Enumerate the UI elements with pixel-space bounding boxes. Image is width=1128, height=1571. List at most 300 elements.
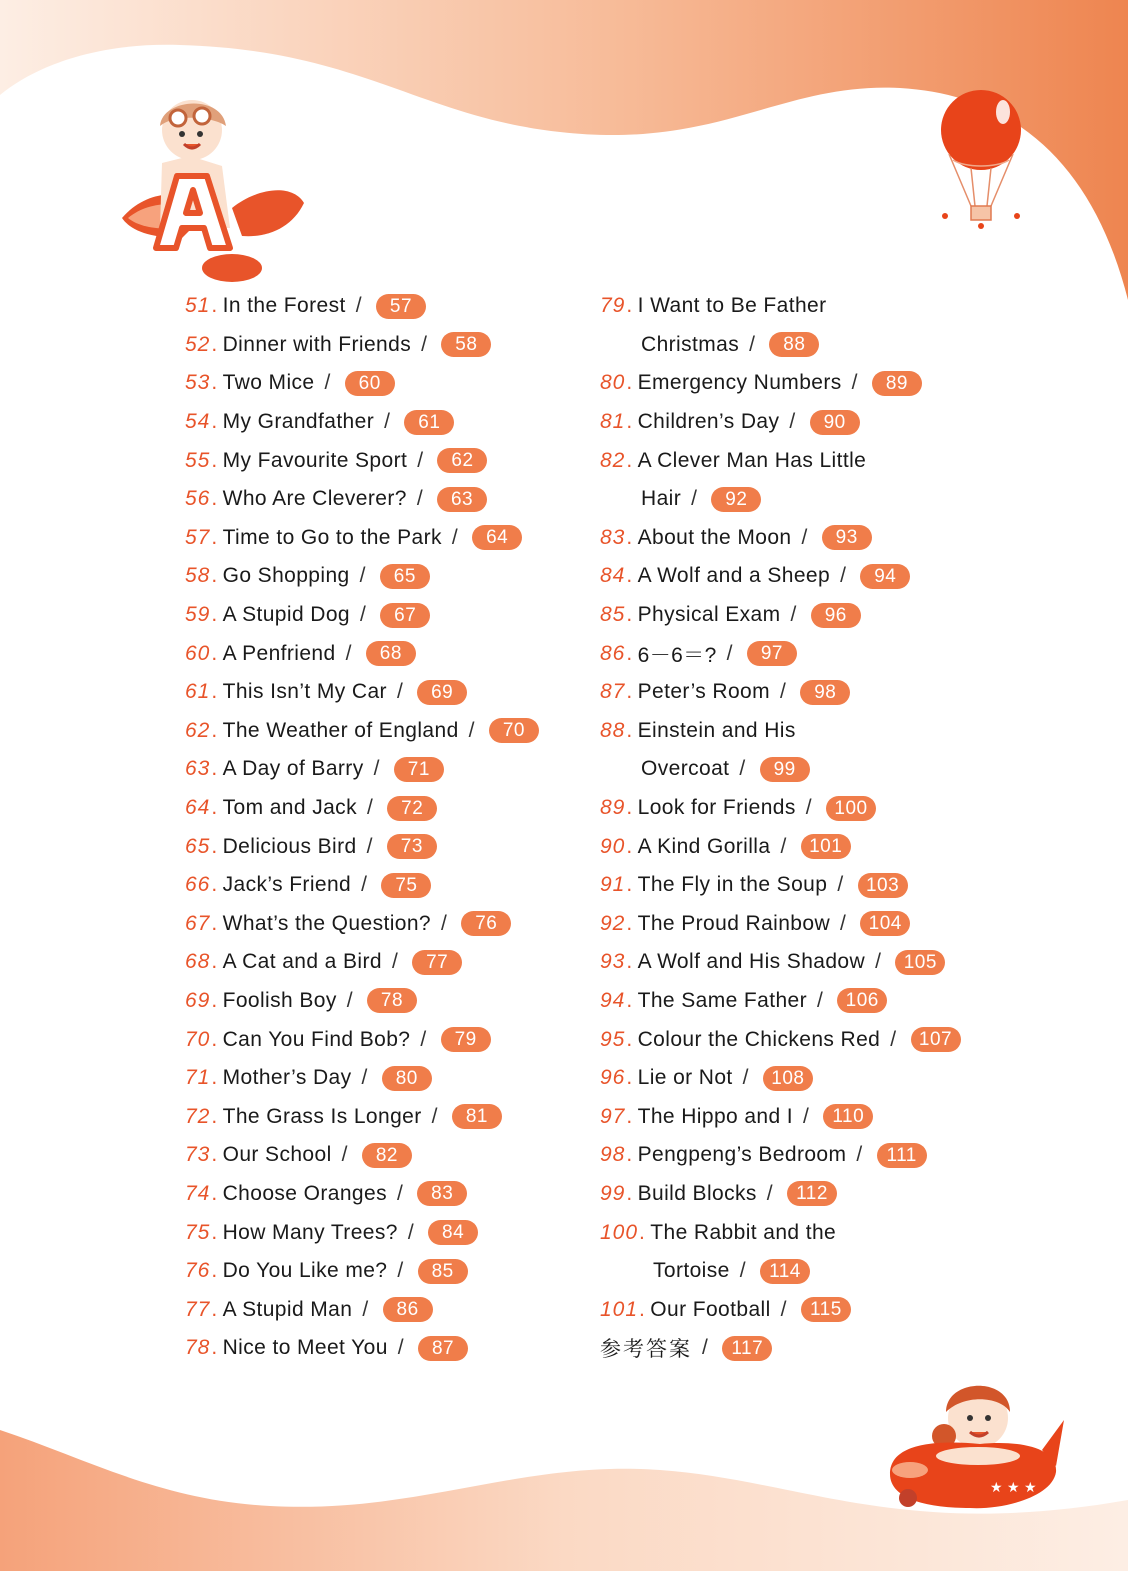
toc-entry-line	[600, 1290, 1020, 1329]
toc-entry-number-dot: .	[626, 950, 633, 974]
toc-separator-slash: /	[346, 988, 353, 1012]
toc-entry-title: The Grass Is Longer	[222, 1104, 422, 1128]
toc-entry-number-dot: .	[211, 796, 218, 820]
pilot-boy-plane-letter-a-illustration	[112, 88, 312, 288]
toc-entry-title: Einstein and His	[637, 718, 796, 742]
toc-entry-line	[185, 982, 580, 1021]
toc-separator-slash: /	[360, 603, 367, 627]
page-number-badge: 101	[801, 834, 851, 859]
toc-separator-slash: /	[840, 911, 847, 935]
toc-separator-slash: /	[817, 988, 824, 1012]
toc-entry-line	[185, 596, 580, 635]
toc-entry-number: 100	[600, 1220, 639, 1244]
page-number-badge: 71	[394, 757, 444, 782]
toc-separator-slash: /	[780, 680, 787, 704]
toc-entry-number: 65	[185, 834, 211, 858]
toc-entry-line	[600, 1097, 1020, 1136]
toc-entry[interactable]	[600, 866, 1020, 905]
page-number-badge: 98	[800, 680, 850, 705]
toc-entry-number: 97	[600, 1104, 626, 1128]
toc-entry[interactable]	[185, 750, 580, 789]
toc-entry[interactable]	[600, 287, 1020, 364]
toc-entry-number-dot: .	[211, 1181, 218, 1205]
toc-separator-slash: /	[421, 332, 428, 356]
toc-entry-number: 91	[600, 873, 626, 897]
toc-entry-title: Hair	[641, 487, 682, 511]
toc-entry[interactable]	[600, 557, 1020, 596]
page-number-badge: 99	[760, 757, 810, 782]
toc-entry-line	[600, 1252, 1020, 1291]
toc-entry-line	[185, 673, 580, 712]
toc-entry-line	[600, 789, 1020, 828]
toc-separator-slash: /	[805, 796, 812, 820]
toc-separator-slash: /	[355, 294, 362, 318]
toc-separator-slash: /	[416, 487, 424, 511]
toc-entry-number: 93	[600, 950, 626, 974]
page-number-badge: 75	[381, 873, 431, 898]
toc-entry-title: A Penfriend	[222, 641, 336, 665]
toc-entry-line	[600, 596, 1020, 635]
page-number-badge: 77	[412, 950, 462, 975]
toc-entry-title: A Day of Barry	[222, 757, 364, 781]
toc-entry[interactable]	[600, 364, 1020, 403]
toc-entry-line	[600, 1136, 1020, 1175]
toc-entry[interactable]	[600, 943, 1020, 982]
toc-entry[interactable]	[600, 634, 1020, 673]
toc-entry-number: 54	[185, 410, 211, 434]
toc-entry-title: A Stupid Man	[222, 1297, 353, 1321]
page-number-badge: 62	[437, 448, 487, 473]
toc-entry[interactable]	[185, 943, 580, 982]
toc-entry[interactable]	[600, 789, 1020, 828]
toc-entry-number-dot: .	[211, 410, 218, 434]
toc-separator-slash: /	[726, 641, 733, 665]
toc-entry-number: 95	[600, 1027, 626, 1051]
toc-entry-number: 70	[185, 1027, 211, 1051]
toc-separator-slash: /	[790, 603, 797, 627]
toc-entry-number-dot: .	[639, 1297, 646, 1321]
toc-separator-slash: /	[739, 1259, 746, 1283]
toc-separator-slash: /	[384, 410, 391, 434]
toc-entry[interactable]	[185, 326, 580, 365]
toc-entry-title: A Stupid Dog	[222, 603, 350, 627]
toc-entry-number-dot: .	[626, 796, 633, 820]
toc-entry-title: The Same Father	[637, 988, 808, 1012]
toc-entry-line	[185, 905, 580, 944]
toc-entry-number-dot: .	[211, 718, 218, 742]
toc-entry[interactable]	[185, 1213, 580, 1252]
toc-entry[interactable]	[185, 287, 580, 326]
toc-entry-line	[600, 866, 1020, 905]
toc-entry-number-dot: .	[211, 911, 218, 935]
page-number-badge: 88	[769, 332, 819, 357]
toc-entry-title: Build Blocks	[637, 1181, 757, 1205]
toc-entry[interactable]	[185, 1097, 580, 1136]
page-number-badge: 63	[437, 487, 487, 512]
toc-entry-number-dot: .	[626, 603, 633, 627]
toc-entry-title: 6－6＝?	[637, 643, 717, 667]
toc-entry[interactable]	[600, 905, 1020, 944]
toc-entry-line	[600, 326, 1020, 365]
toc-entry-line	[600, 364, 1020, 403]
answers-label: 参考答案	[600, 1338, 692, 1362]
toc-entry[interactable]	[185, 1020, 580, 1059]
toc-entry-number-dot: .	[211, 371, 218, 395]
toc-entry[interactable]	[185, 789, 580, 828]
toc-entry-line	[185, 1020, 580, 1059]
toc-entry-line	[600, 1020, 1020, 1059]
toc-entry-title: The Fly in the Soup	[637, 873, 828, 897]
toc-entry[interactable]	[185, 519, 580, 558]
toc-entry-number: 74	[185, 1181, 211, 1205]
toc-entry-number-dot: .	[211, 1220, 218, 1244]
toc-separator-slash: /	[396, 1181, 404, 1205]
toc-entry-number: 98	[600, 1143, 626, 1167]
toc-entry-title: The Rabbit and the	[650, 1220, 837, 1244]
toc-entry[interactable]	[185, 557, 580, 596]
toc-entry-number: 99	[600, 1181, 626, 1205]
toc-entry-number-dot: .	[626, 448, 633, 472]
toc-entry-number-dot: .	[626, 680, 633, 704]
toc-entry[interactable]	[600, 596, 1020, 635]
toc-entry[interactable]	[185, 982, 580, 1021]
page-number-badge: 114	[760, 1259, 810, 1284]
toc-entry-line	[185, 827, 580, 866]
toc-entry[interactable]	[185, 1059, 580, 1098]
toc-entry[interactable]	[185, 1329, 580, 1368]
toc-entry[interactable]	[185, 712, 580, 751]
toc-entry-title: This Isn’t My Car	[222, 680, 387, 704]
toc-entry-title: Tom and Jack	[222, 796, 357, 820]
toc-entry-number: 77	[185, 1297, 211, 1321]
toc-entry[interactable]	[600, 1097, 1020, 1136]
toc-entry-line	[600, 1175, 1020, 1214]
toc-entry-number: 53	[185, 371, 211, 395]
toc-entry-title: Emergency Numbers	[637, 371, 842, 395]
toc-entry-title: Our School	[222, 1143, 332, 1167]
toc-entry[interactable]	[185, 441, 580, 480]
toc-entry[interactable]	[185, 866, 580, 905]
toc-entry-title: Choose Oranges	[222, 1181, 387, 1205]
toc-entry-number-dot: .	[211, 564, 218, 588]
toc-entry-line	[185, 364, 580, 403]
toc-separator-slash: /	[407, 1220, 415, 1244]
toc-entry-number-dot: .	[626, 525, 633, 549]
toc-entry-number-dot: .	[211, 487, 218, 511]
toc-entry-number: 78	[185, 1336, 211, 1360]
toc-separator-slash: /	[780, 834, 787, 858]
toc-separator-slash: /	[324, 371, 331, 395]
toc-entry-number: 81	[600, 410, 626, 434]
toc-entry-number: 58	[185, 564, 211, 588]
toc-entry-number-dot: .	[211, 680, 218, 704]
toc-entry[interactable]	[600, 1290, 1020, 1329]
toc-entry-line	[600, 673, 1020, 712]
toc-separator-slash: /	[451, 525, 459, 549]
page-number-badge: 72	[387, 796, 437, 821]
toc-separator-slash: /	[345, 641, 352, 665]
toc-entry[interactable]	[185, 634, 580, 673]
page-number-badge: 68	[366, 641, 416, 666]
toc-entry[interactable]	[185, 364, 580, 403]
toc-entry-line	[185, 287, 580, 326]
toc-separator-slash: /	[890, 1027, 897, 1051]
toc-entry[interactable]	[600, 1213, 1020, 1290]
toc-entry[interactable]	[600, 982, 1020, 1021]
toc-entry-line	[600, 943, 1020, 982]
toc-entry[interactable]	[185, 905, 580, 944]
toc-entry-number: 61	[185, 680, 211, 704]
toc-entry-title: A Kind Gorilla	[637, 834, 771, 858]
toc-entry-line	[185, 1097, 580, 1136]
toc-entry-number: 84	[600, 564, 626, 588]
toc-entry[interactable]	[185, 403, 580, 442]
toc-entry-title: Delicious Bird	[222, 834, 357, 858]
toc-entry-answers[interactable]	[600, 1329, 1020, 1368]
toc-entry-number: 79	[600, 294, 626, 318]
toc-separator-slash: /	[417, 448, 424, 472]
toc-entry-line	[185, 712, 580, 751]
toc-entry-number: 88	[600, 718, 626, 742]
toc-entry-number-dot: .	[211, 988, 218, 1012]
toc-entry-line	[185, 1252, 580, 1291]
toc-separator-slash: /	[397, 1336, 405, 1360]
page-number-badge: 65	[380, 564, 430, 589]
toc-entry[interactable]	[600, 827, 1020, 866]
svg-text:★ ★ ★: ★ ★ ★	[990, 1480, 1037, 1496]
toc-entry-number: 56	[185, 487, 211, 511]
toc-entry-line	[185, 1059, 580, 1098]
toc-separator-slash: /	[691, 487, 698, 511]
toc-entry-title: A Wolf and His Shadow	[637, 950, 866, 974]
page-number-badge: 80	[382, 1066, 432, 1091]
toc-entry-number: 92	[600, 911, 626, 935]
toc-entry-title: The Weather of England	[222, 718, 459, 742]
page-number-badge: 100	[826, 796, 876, 821]
toc-entry[interactable]	[600, 673, 1020, 712]
page-number-badge: 94	[860, 564, 910, 589]
toc-entry-number-dot: .	[211, 1143, 218, 1167]
toc-entry-number-dot: .	[211, 1027, 218, 1051]
toc-entry-line	[600, 712, 1020, 751]
toc-separator-slash: /	[366, 796, 374, 820]
toc-entry-line	[600, 287, 1020, 326]
page-number-badge: 86	[383, 1297, 433, 1322]
toc-entry-number: 59	[185, 603, 211, 627]
toc-entry-title: What’s the Question?	[222, 911, 432, 935]
toc-entry-title: I Want to Be Father	[637, 294, 827, 318]
page-number-badge: 64	[472, 525, 522, 550]
toc-entry-title: The Hippo and I	[637, 1104, 794, 1128]
page-number-badge: 76	[461, 911, 511, 936]
page-number-badge: 78	[367, 988, 417, 1013]
toc-separator-slash: /	[420, 1027, 427, 1051]
toc-entry-line	[185, 519, 580, 558]
page-number-badge: 61	[404, 410, 454, 435]
page-number-badge: 83	[417, 1181, 467, 1206]
toc-separator-slash: /	[361, 873, 368, 897]
toc-separator-slash: /	[396, 680, 404, 704]
toc-entry-number: 63	[185, 757, 211, 781]
toc-entry-number-dot: .	[626, 410, 633, 434]
page-number-badge: 60	[345, 371, 395, 396]
toc-entry-number: 71	[185, 1066, 211, 1090]
toc-separator-slash: /	[391, 950, 399, 974]
toc-entry-line	[600, 905, 1020, 944]
toc-entry-line	[600, 827, 1020, 866]
toc-entry-line	[185, 750, 580, 789]
toc-separator-slash: /	[766, 1181, 774, 1205]
page-number-badge: 96	[811, 603, 861, 628]
toc-entry-number: 101	[600, 1297, 639, 1321]
toc-entry-number-dot: .	[626, 294, 633, 318]
hot-air-balloon-illustration	[935, 88, 1035, 230]
toc-entry-number: 82	[600, 448, 626, 472]
toc-entry-number-dot: .	[626, 718, 633, 742]
page-number-badge: 73	[387, 834, 437, 859]
toc-entry-line	[600, 634, 1020, 673]
page-number-badge: 115	[801, 1297, 851, 1322]
toc-entry-number: 67	[185, 911, 211, 935]
toc-entry-number: 75	[185, 1220, 211, 1244]
toc-entry-number: 68	[185, 950, 211, 974]
toc-entry[interactable]	[600, 1059, 1020, 1098]
toc-separator-slash: /	[739, 757, 746, 781]
toc-entry-number-dot: .	[626, 1027, 633, 1051]
toc-entry-number-dot: .	[626, 1104, 633, 1128]
toc-separator-slash: /	[468, 718, 475, 742]
toc-entry-number-dot: .	[626, 1181, 633, 1205]
page-number-badge: 104	[860, 911, 910, 936]
toc-entry-title: Physical Exam	[637, 603, 781, 627]
toc-entry-number: 51	[185, 294, 211, 318]
toc-entry[interactable]	[185, 1136, 580, 1175]
toc-separator-slash: /	[359, 564, 366, 588]
toc-entry-line	[600, 480, 1020, 519]
toc-entry-number: 73	[185, 1143, 211, 1167]
toc-entry[interactable]	[185, 827, 580, 866]
page-number-badge: 70	[489, 718, 539, 743]
page-number-badge: 69	[417, 680, 467, 705]
toc-entry[interactable]	[600, 441, 1020, 518]
toc-entry-number: 96	[600, 1066, 626, 1090]
toc-entry-line	[185, 557, 580, 596]
toc-entry-title: The Proud Rainbow	[637, 911, 831, 935]
page-number-badge: 106	[837, 988, 887, 1013]
toc-entry[interactable]	[185, 480, 580, 519]
toc-entry-number-dot: .	[639, 1220, 646, 1244]
page-number-badge: 105	[895, 950, 945, 975]
toc-entry-line	[600, 1213, 1020, 1252]
toc-entry-number: 57	[185, 525, 211, 549]
toc-entry-line	[185, 326, 580, 365]
toc-entry-title: Children’s Day	[637, 410, 780, 434]
toc-entry-number-dot: .	[626, 564, 633, 588]
toc-entry-title: How Many Trees?	[222, 1220, 398, 1244]
toc-separator-slash: /	[397, 1259, 404, 1283]
toc-entry-title: My Grandfather	[222, 410, 375, 434]
toc-column-right	[600, 287, 1020, 1368]
page-number-badge: 87	[418, 1336, 468, 1361]
toc-separator-slash: /	[803, 1104, 810, 1128]
toc-entry[interactable]	[185, 673, 580, 712]
toc-entry-title: Tortoise	[653, 1259, 730, 1283]
toc-entry-line	[185, 1329, 580, 1368]
toc-entry-line	[185, 403, 580, 442]
toc-entry-line	[185, 1175, 580, 1214]
toc-entry-title: Colour the Chickens Red	[637, 1027, 881, 1051]
page-number-badge: 85	[418, 1259, 468, 1284]
toc-entry-number-dot: .	[211, 1066, 218, 1090]
toc-separator-slash: /	[702, 1336, 709, 1360]
toc-entry[interactable]	[600, 403, 1020, 442]
toc-entry[interactable]	[185, 1252, 580, 1291]
page-number-badge: 117	[722, 1336, 772, 1361]
toc-entry-title: A Wolf and a Sheep	[637, 564, 831, 588]
toc-entry-line	[600, 557, 1020, 596]
toc-entry-number: 83	[600, 525, 626, 549]
toc-entry-title: In the Forest	[222, 294, 346, 318]
toc-entry-title: Do You Like me?	[222, 1259, 388, 1283]
toc-entry-title: Lie or Not	[637, 1066, 733, 1090]
toc-entry[interactable]	[600, 519, 1020, 558]
toc-entry-title: Our Football	[650, 1297, 771, 1321]
toc-entry-number: 89	[600, 796, 626, 820]
toc-separator-slash: /	[789, 410, 796, 434]
toc-entry-line	[185, 866, 580, 905]
toc-entry[interactable]	[600, 1175, 1020, 1214]
toc-entry-number-dot: .	[626, 873, 633, 897]
page-number-badge: 81	[452, 1104, 502, 1129]
page-number-badge: 93	[822, 525, 872, 550]
toc-entry-title: About the Moon	[637, 525, 792, 549]
page-number-badge: 79	[441, 1027, 491, 1052]
toc-separator-slash: /	[875, 950, 882, 974]
toc-entry-title: Mother’s Day	[222, 1066, 352, 1090]
toc-entry[interactable]	[600, 1020, 1020, 1059]
toc-entry[interactable]	[185, 1290, 580, 1329]
toc-entry-number-dot: .	[211, 1336, 218, 1360]
toc-entry-title: My Favourite Sport	[222, 448, 408, 472]
pilot-girl-plane-illustration	[880, 1370, 1070, 1520]
toc-entry-number-dot: .	[211, 525, 218, 549]
toc-entry-title: Peter’s Room	[637, 680, 771, 704]
toc-entry[interactable]	[600, 712, 1020, 789]
toc-entry-number: 66	[185, 873, 211, 897]
toc-entry-number-dot: .	[626, 1066, 633, 1090]
toc-entry[interactable]	[185, 596, 580, 635]
toc-separator-slash: /	[851, 371, 858, 395]
toc-entry-number-dot: .	[211, 950, 218, 974]
toc-entry-title: A Cat and a Bird	[222, 950, 382, 974]
toc-entry-line	[185, 441, 580, 480]
toc-entry-number-dot: .	[211, 1104, 218, 1128]
toc-entry-title: Dinner with Friends	[222, 332, 412, 356]
toc-entry[interactable]	[600, 1136, 1020, 1175]
toc-separator-slash: /	[749, 332, 756, 356]
toc-entry-number: 64	[185, 796, 211, 820]
page-number-badge: 67	[380, 603, 430, 628]
toc-entry-number: 87	[600, 680, 626, 704]
toc-entry-title: Time to Go to the Park	[222, 525, 442, 549]
toc-entry-line	[185, 1136, 580, 1175]
toc-entry-number: 72	[185, 1104, 211, 1128]
toc-entry[interactable]	[185, 1175, 580, 1214]
toc-entry-line	[600, 441, 1020, 480]
toc-separator-slash: /	[856, 1143, 863, 1167]
toc-entry-number-dot: .	[211, 834, 218, 858]
toc-entry-line	[185, 1213, 580, 1252]
